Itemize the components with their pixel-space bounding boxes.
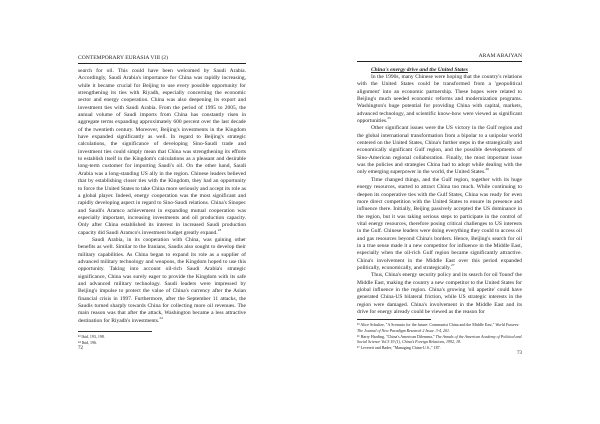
right-page — [357, 52, 522, 357]
running-header: ARAM ABAJYAN — [357, 52, 522, 62]
footnote-text: ²⁷ Leverett and Bader, "Managing China-U.S.," 187. — [357, 344, 441, 350]
footnote-ref[interactable]: 23 — [217, 227, 222, 232]
paragraph — [78, 68, 246, 237]
footnote — [357, 322, 522, 333]
footnote — [357, 334, 522, 345]
footnote-text: ²⁵ Alice Schultze, "A Scenario for the future: Communist China and the Middle East," — [357, 322, 496, 328]
footnote-source: World Futures: The Journal of New Paradigm Research 2 Issue. 3-4, 201. — [357, 322, 520, 333]
footnote: ²³ Ibid, 193, 198. — [78, 334, 105, 340]
paragraph-text: Time changed things, and the Gulf region, together with its huge energy resources, started to attract China too much. While continuing to deepen its cooperative ties with the Gulf States, China was ready for even more direct competition with the United States to ensure its presence and influence there. Initially, Beijing passively accepted the US dominance in the region, but it was taking serious steps to participate in the control of vital energy resources, therefore posing critical challenges to US interests in the Gulf. Chinese leaders were doing everything they could to access oil and gas resources beyond China's borders. Hence, Beijing's search for oil in a true sense made it a new competitor for influence in the Middle East, especially when the oil-rich Gulf region became significantly attractive. China's involvement in the Middle East over this period expanded politically, economically, and strategically. — [357, 176, 522, 271]
footnote-ref[interactable]: 26 — [485, 167, 490, 172]
paragraph — [78, 237, 246, 325]
footnote-divider — [78, 331, 152, 332]
footnote-divider — [357, 319, 431, 320]
paragraph-text: Saudi Arabia, in its cooperation with China, was gaining other benefits as well. Similar to the Iranians, Saudis also sought to develop their military capabilities. As China began to expand its role as a supplier of advanced military technology and weapons, the Kingdom hoped to use this opportunity. Taking into account oil-rich Saudi Arabia's strategic significance, China was surely eager to provide the Kingdom with its safe and advanced military technology. Saudi leaders were impressed by Beijing's impulse to protect the value of China's currency after the Asian financial crisis in 1997. Furthermore, after the September 11 attacks, the Saudis turned sharply towards China for collecting more oil revenues. The main reason was that after the attack, Washington became a less attractive destination for Riyadh's investments. — [78, 236, 246, 324]
body-text — [357, 74, 522, 316]
section-heading: China's energy drive and the United States — [371, 67, 468, 73]
footnote-text: ²⁶ Harry Harding, "China's American Dilemma," — [357, 333, 436, 339]
footnote-ref[interactable]: 24 — [159, 315, 163, 320]
left-page — [78, 54, 246, 352]
body-text — [78, 68, 246, 325]
paragraph — [357, 74, 522, 125]
paragraph-text: In the 1990s, many Chinese were hoping that the country's relations with the United States could be transformed from a 'geopolitical alignment' into an economic partnership. These hopes were related to Beijing's much needed economic reforms and modernization programs. Washington's huge potential for providing China with capital, markets, advanced technology, and scientific know-how were viewed as significant opportunities. — [357, 74, 522, 125]
running-header: CONTEMPORARY EURASIA VIII (2) — [78, 54, 246, 64]
paragraph — [357, 125, 522, 176]
footnote-source: The Annals of the American Academy of Political and Social Science Vol.5 19 (1), China's Foreign Relations, 1992, 18. — [357, 333, 522, 345]
page-number: 73 — [517, 351, 522, 357]
paragraph — [357, 177, 522, 272]
footnote-ref[interactable]: 25 — [387, 116, 391, 121]
footnote-ref[interactable]: 27 — [450, 262, 455, 267]
paragraph-text: Other significant issues were the US victory in the Gulf region and the global international transformation from a bipolar to a unipolar world centered on the United States, China's further steps in the strategically and economically significant Gulf region, and the possible developments of Sino-American regional collaboration. Finally, the most important issue was the policies and strategies China had to adopt while dealing with the only emerging superpower in the world, the United States. — [357, 125, 522, 176]
footnote: ²⁴ Ibid, 196. — [78, 339, 98, 345]
paragraph-text: search for oil. This could have been welcomed by Saudi Arabia. Accordingly, Saudi Arabia's importance for China was rapidly increasing, while it became crucial for Beijing to use every possible opportunity for strengthening its ties with Riyadh, especially concerning the economic sector and energy cooperation. China was also deepening its export and investment ties with Saudi Arabia. From the period of 1995 to 2005, the annual volume of Saudi imports from China has constantly risen in aggregate terms expanding approximately 600 percent over the last decade of the twentieth century. Moreover, Beijing's investments in the Kingdom have expanded significantly as well. In regard to Beijing's strategic calculations, the significance of developing Sino-Saudi trade and investment ties could simply mean that China was strengthening its efforts to establish itself in the Kingdom's calculations as a pleasant and desirable long-term customer for importing Saudi's oil. On the other hand, Saudi Arabia was a long-standing US ally in the region. Chinese leaders believed that by establishing closer ties with the Kingdom, they had an opportunity to force the United States to take China more seriously and accept its role as a global player. Indeed, energy cooperation was the most significant and rapidly developing aspect in regard to Sino-Saudi relations. China's Sinopec and Saudi's Aramco achievement in expanding mutual cooperation was especially important, increasing investments and oil production capacity. Only after China established its interest in increased Saudi production capacity did Saudi Aramco's investment budget greatly expand. — [78, 68, 246, 236]
page-number: 72 — [78, 346, 83, 352]
paragraph: Thus, China's energy security policy and its search for oil 'found' the Middle East, making the country a new competitor to the United States for global influence in the region. China's growing 'oil appetite' could have generated China-US bilateral friction, while US strategic interests in the region were damaged. China's involvement in the Middle East and its drive for energy already could be viewed as the reason for — [357, 272, 522, 315]
